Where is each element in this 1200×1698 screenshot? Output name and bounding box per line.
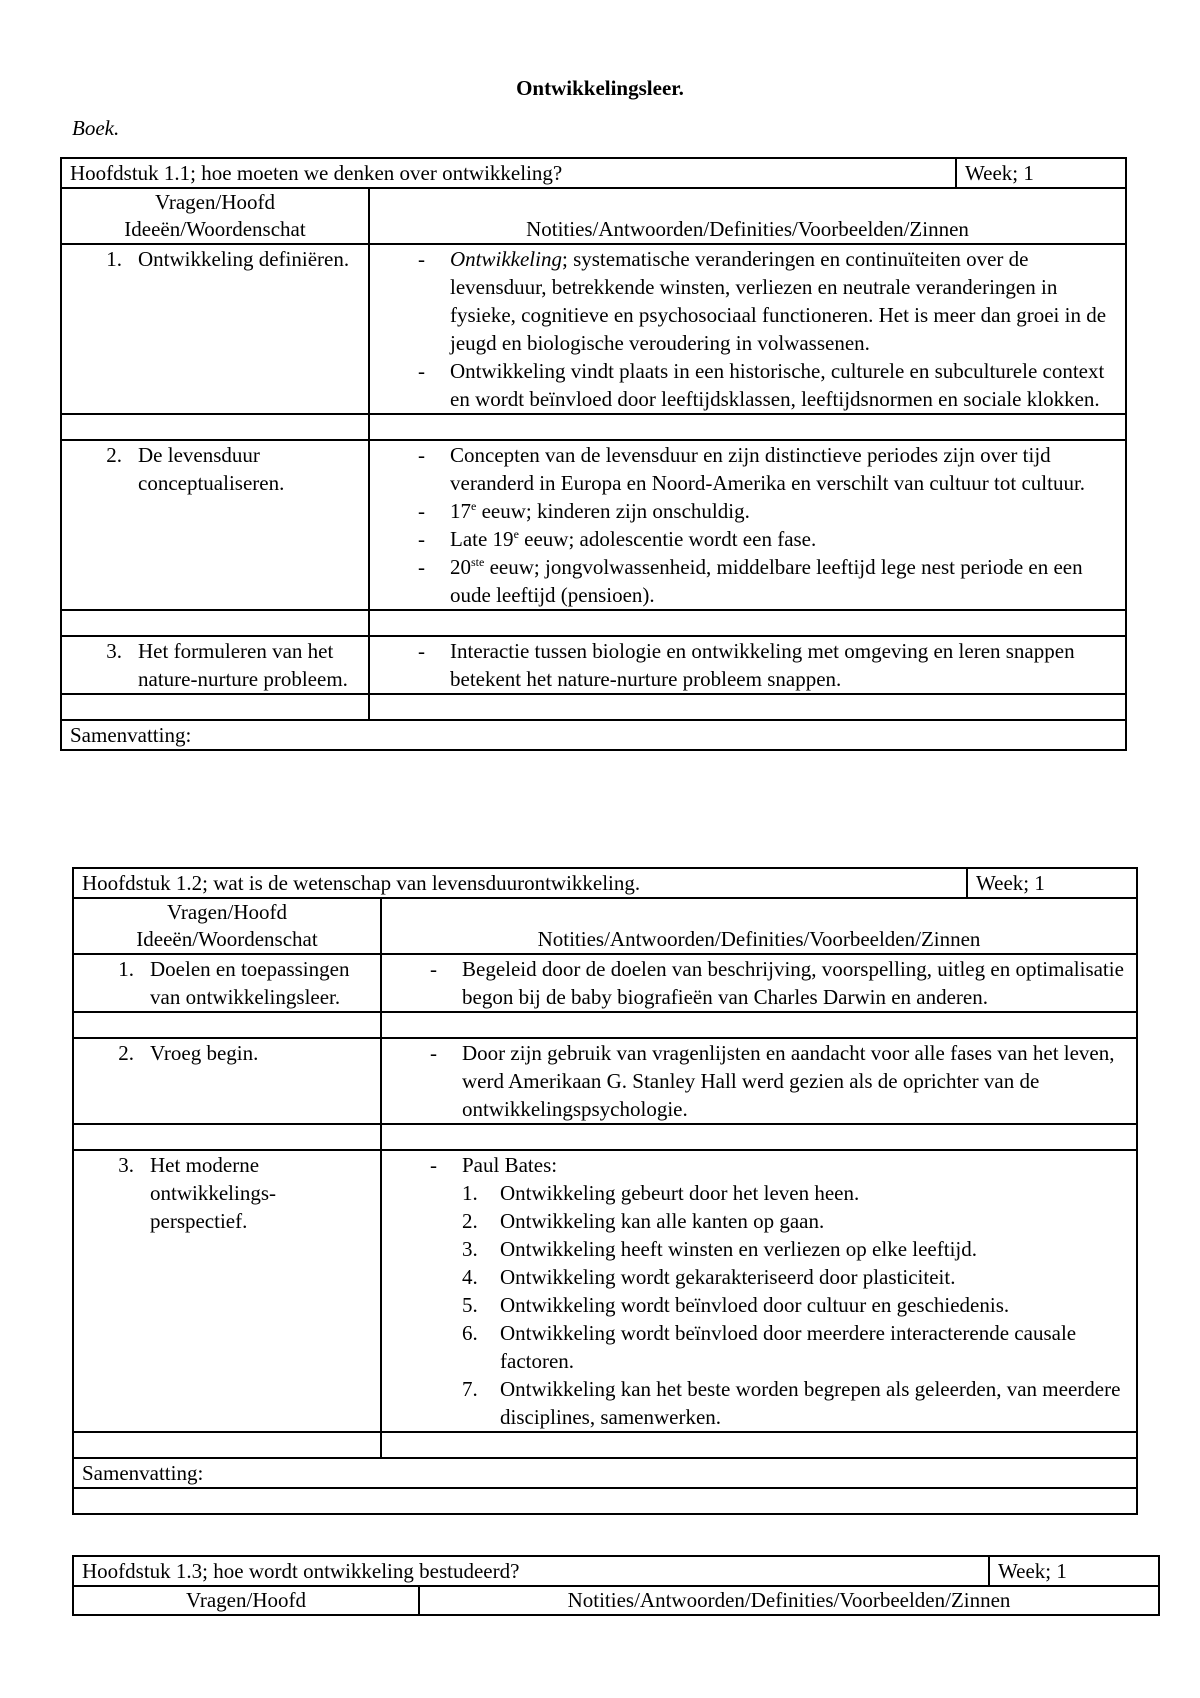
question-cell (61, 636, 369, 694)
column-header-left-line1: Vragen/Hoofd (154, 190, 276, 214)
question-cell (73, 1038, 381, 1124)
note-item: - 20ste eeuw; jongvolwassenheid, middelbare leeftijd lege nest periode en een oude leeftijd (pensioen). (418, 555, 1083, 607)
spacer-row (73, 1124, 1137, 1150)
question-text: Doelen en toepassingen van ontwikkelingsleer. (150, 957, 350, 1009)
question-cell (73, 1150, 381, 1432)
principles-list (462, 1179, 1128, 1431)
spacer-row (73, 1488, 1137, 1514)
list-item: 6. Ontwikkeling wordt beïnvloed door meerdere interacterende causale factoren. (462, 1321, 1077, 1373)
question-number: 1. (118, 957, 134, 981)
column-header-left (73, 898, 381, 954)
notes-cell (369, 636, 1126, 694)
spacer-row (61, 694, 1126, 720)
note-text: eeuw; adolescentie wordt een fase. (518, 527, 817, 551)
question-number: 2. (118, 1041, 134, 1065)
section-1-3-table (72, 1555, 1160, 1616)
note-item: - Concepten van de levensduur en zijn distinctieve periodes zijn over tijd veranderd in Europa en Noord-Amerika en verschilt van cultuur tot cultuur. (378, 441, 1117, 497)
section-heading-row (61, 158, 1126, 188)
list-item: 7. Ontwikkeling kan het beste worden begrepen als geleerden, van meerdere disciplines, samenwerken. (462, 1377, 1121, 1429)
note-text: eeuw; kinderen zijn onschuldig. (476, 499, 750, 523)
week-label: Week; 1 (989, 1556, 1159, 1586)
column-header-left-line2: Ideeën/Woordenschat (136, 927, 318, 951)
question-text: Ontwikkeling definiëren. (138, 247, 350, 271)
note-item: - Door zijn gebruik van vragenlijsten en aandacht voor alle fases van het leven, werd Amerikaan G. Stanley Hall werd gezien als de oprichter van de ontwikkelingspsychologie. (390, 1039, 1128, 1123)
note-text: ; systematische veranderingen en continuïteiten over de levensduur, betrekkende winsten, verliezen en neutrale veranderingen in fysieke, cognitieve en psychosociaal functioneren. Het is meer dan groei in de jeugd en biologische veroudering in volwassenen. (450, 247, 1107, 355)
note-item: - Begeleid door de doelen van beschrijving, voorspelling, uitleg en optimalisatie begon bij de baby biografieën van Charles Darwin en anderen. (390, 955, 1128, 1011)
week-label: Week; 1 (967, 868, 1137, 898)
document-subtitle: Boek. (72, 116, 120, 140)
section-heading: Hoofdstuk 1.2; wat is de wetenschap van levensduurontwikkeling. (73, 868, 967, 898)
column-header-right: Notities/Antwoorden/Definities/Voorbeelden/Zinnen (419, 1586, 1159, 1615)
column-header-row (61, 188, 1126, 244)
column-header-left-line1: Vragen/Hoofd (166, 900, 288, 924)
list-item: 1. Ontwikkeling gebeurt door het leven heen. (462, 1181, 860, 1205)
note-item: - Interactie tussen biologie en ontwikkeling met omgeving en leren snappen betekent het nature-nurture probleem snappen. (378, 637, 1117, 693)
question-row (61, 244, 1126, 414)
question-row (73, 1150, 1137, 1432)
column-header-left-line2: Ideeën/Woordenschat (124, 217, 306, 241)
note-item: - 17e eeuw; kinderen zijn onschuldig. (418, 499, 750, 523)
list-item: 3. Ontwikkeling heeft winsten en verliezen op elke leeftijd. (462, 1237, 978, 1261)
summary-row (73, 1458, 1137, 1488)
note-emphasis: Ontwikkeling (450, 247, 562, 271)
section-heading-row (73, 868, 1137, 898)
question-row (73, 954, 1137, 1012)
column-header-left: Vragen/Hoofd (73, 1586, 419, 1615)
notes-cell (369, 440, 1126, 610)
section-1-2-table (72, 867, 1138, 1515)
note-text: Door zijn gebruik van vragenlijsten en aandacht voor alle fases van het leven, werd Amerikaan G. Stanley Hall werd gezien als de oprichter van de ontwikkelingspsychologie. (462, 1041, 1115, 1121)
spacer-row (61, 414, 1126, 440)
column-header-row (73, 1586, 1159, 1615)
note-item: - Late 19e eeuw; adolescentie wordt een fase. (418, 527, 817, 551)
list-item: 2. Ontwikkeling kan alle kanten op gaan. (462, 1209, 825, 1233)
note-text: Concepten van de levensduur en zijn distinctieve periodes zijn over tijd veranderd in Europa en Noord-Amerika en verschilt van cultuur tot cultuur. (450, 443, 1086, 495)
notes-cell (369, 244, 1126, 414)
question-number: 2. (106, 443, 122, 467)
note-item: - Paul Bates: 1. Ontwikkeling gebeurt door het leven heen. 2. Ontwikkeling kan alle kanten op gaan. 3. Ontwikkeling heeft winsten en verliezen op elke leeftijd. 4. Ontwikkeling wordt gekarakteriseerd door plasticiteit. 5. Ontwikkeling wordt beïnvloed door cultuur en geschiedenis. 6. Ontwikkeling wordt beïnvloed door meerdere interacterende causale factoren. 7. Ontwikkeling kan het beste worden begrepen als geleerden, van meerdere disciplines, samenwerken. (390, 1151, 1128, 1431)
question-row (61, 440, 1126, 610)
notes-cell (381, 1038, 1137, 1124)
note-text: Interactie tussen biologie en ontwikkeling met omgeving en leren snappen betekent het nature-nurture probleem snappen. (450, 639, 1075, 691)
column-header-right: Notities/Antwoorden/Definities/Voorbeelden/Zinnen (381, 898, 1137, 954)
list-item: 4. Ontwikkeling wordt gekarakteriseerd door plasticiteit. (462, 1265, 956, 1289)
question-cell (61, 244, 369, 414)
note-text: Ontwikkeling vindt plaats in een historische, culturele en subculturele context en wordt beïnvloed door leeftijdsklassen, leeftijdsnormen en sociale klokken. (450, 359, 1105, 411)
section-1-1-table (60, 157, 1127, 751)
question-text: De levensduur conceptualiseren. (138, 443, 285, 495)
question-cell (73, 954, 381, 1012)
document-title: Ontwikkelingsleer. (516, 76, 684, 100)
spacer-row (73, 1012, 1137, 1038)
spacer-row (61, 610, 1126, 636)
note-text: Paul Bates: (462, 1153, 558, 1177)
note-text: Begeleid door de doelen van beschrijving, voorspelling, uitleg en optimalisatie begon bij de baby biografieën van Charles Darwin en anderen. (462, 957, 1124, 1009)
question-text: Vroeg begin. (150, 1041, 259, 1065)
question-number: 3. (106, 639, 122, 663)
section-heading-row (73, 1556, 1159, 1586)
question-number: 3. (118, 1153, 134, 1177)
question-row (73, 1038, 1137, 1124)
notes-cell (381, 954, 1137, 1012)
spacer-row (73, 1432, 1137, 1458)
question-cell (61, 440, 369, 610)
column-header-left (61, 188, 369, 244)
note-item: - Ontwikkeling vindt plaats in een historische, culturele en subculturele context en wordt beïnvloed door leeftijdsklassen, leeftijdsnormen en sociale klokken. (378, 357, 1117, 413)
column-header-row (73, 898, 1137, 954)
question-row (61, 636, 1126, 694)
list-item: 5. Ontwikkeling wordt beïnvloed door cultuur en geschiedenis. (462, 1293, 1010, 1317)
summary-label: Samenvatting: (73, 1458, 1137, 1488)
section-heading: Hoofdstuk 1.3; hoe wordt ontwikkeling bestudeerd? (73, 1556, 989, 1586)
section-heading: Hoofdstuk 1.1; hoe moeten we denken over ontwikkeling? (61, 158, 956, 188)
summary-row (61, 720, 1126, 750)
column-header-right: Notities/Antwoorden/Definities/Voorbeelden/Zinnen (369, 188, 1126, 244)
note-text: eeuw; jongvolwassenheid, middelbare leeftijd lege nest periode en een oude leeftijd (pensioen). (450, 555, 1083, 607)
notes-cell (381, 1150, 1137, 1432)
question-number: 1. (106, 247, 122, 271)
question-text: Het formuleren van het nature-nurture probleem. (138, 639, 348, 691)
note-item: - Ontwikkeling; systematische veranderingen en continuïteiten over de levensduur, betrekkende winsten, verliezen en neutrale veranderingen in fysieke, cognitieve en psychosociaal functioneren. Het is meer dan groei in de jeugd en biologische veroudering in volwassenen. (418, 247, 1107, 355)
question-text: Het moderne ontwikkelings-perspectief. (150, 1153, 276, 1233)
week-label: Week; 1 (956, 158, 1126, 188)
summary-label: Samenvatting: (61, 720, 1126, 750)
